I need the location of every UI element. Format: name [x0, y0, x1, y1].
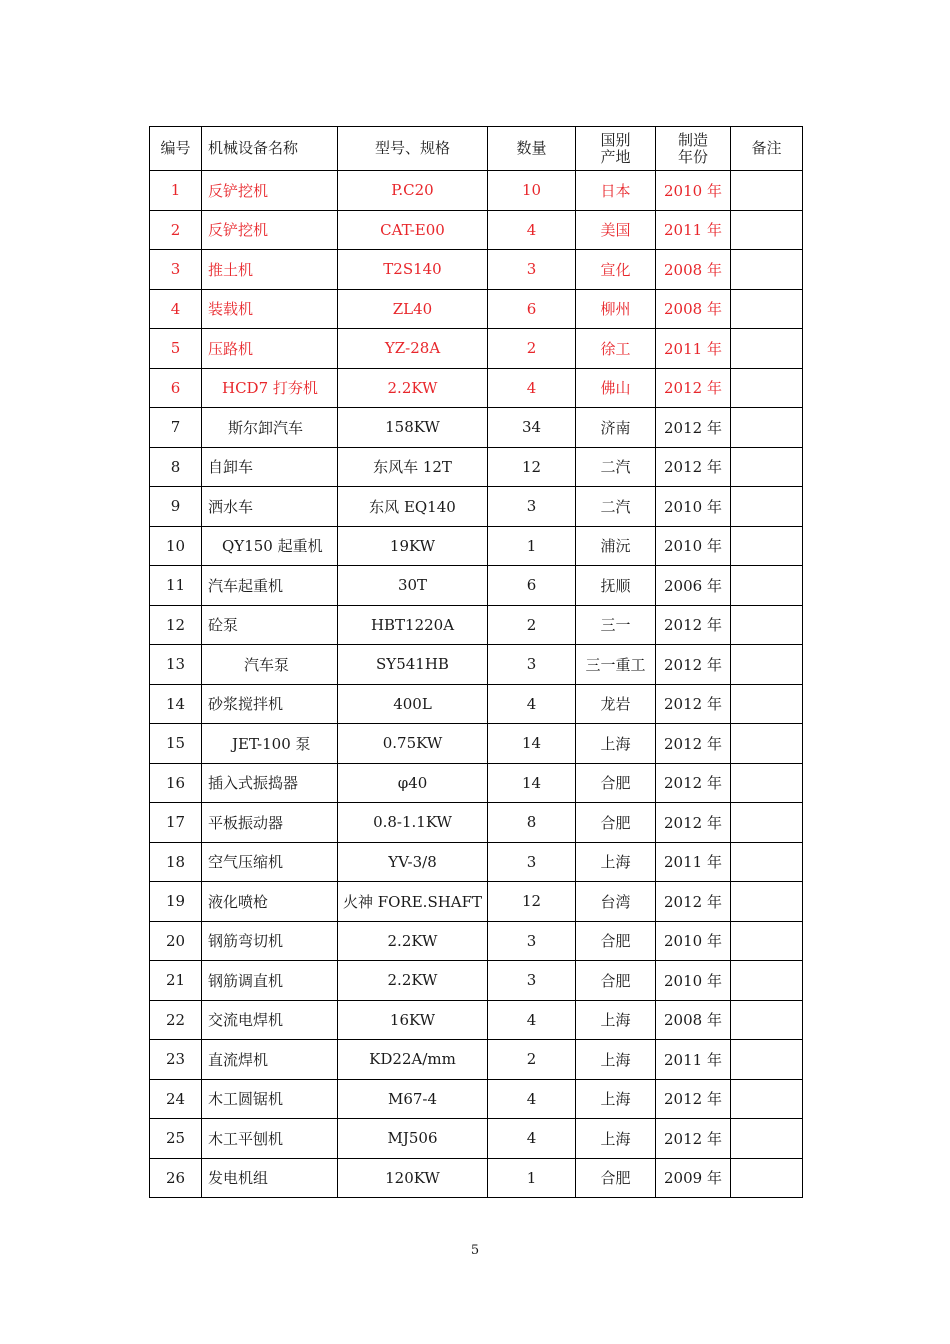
cell-remark	[731, 329, 803, 369]
cell-no: 11	[150, 566, 202, 606]
cell-no: 10	[150, 526, 202, 566]
cell-origin: 龙岩	[576, 684, 656, 724]
cell-remark	[731, 763, 803, 803]
cell-name: 直流焊机	[202, 1040, 338, 1080]
cell-name: 自卸车	[202, 447, 338, 487]
cell-qty: 34	[488, 408, 576, 448]
cell-qty: 8	[488, 803, 576, 843]
header-origin-line1: 国别	[600, 130, 631, 149]
cell-no: 23	[150, 1040, 202, 1080]
table-header	[150, 127, 803, 171]
cell-year: 2012 年	[656, 447, 731, 487]
cell-origin: 上海	[576, 1119, 656, 1159]
cell-model: 2.2KW	[338, 961, 488, 1001]
cell-origin: 合肥	[576, 803, 656, 843]
cell-name: 洒水车	[202, 487, 338, 527]
cell-no: 8	[150, 447, 202, 487]
cell-no: 19	[150, 882, 202, 922]
cell-year: 2010 年	[656, 171, 731, 211]
header-qty: 数量	[488, 127, 576, 171]
cell-remark	[731, 289, 803, 329]
cell-name: 液化喷枪	[202, 882, 338, 922]
cell-model: 东风 EQ140	[338, 487, 488, 527]
cell-origin: 三一重工	[576, 645, 656, 685]
table-row	[150, 210, 803, 250]
cell-year: 2012 年	[656, 1079, 731, 1119]
table-row	[150, 368, 803, 408]
cell-year: 2012 年	[656, 684, 731, 724]
table-row	[150, 1000, 803, 1040]
cell-year: 2012 年	[656, 763, 731, 803]
cell-origin: 上海	[576, 842, 656, 882]
cell-no: 6	[150, 368, 202, 408]
cell-name: 钢筋弯切机	[202, 921, 338, 961]
cell-name: 压路机	[202, 329, 338, 369]
cell-qty: 14	[488, 724, 576, 764]
cell-no: 12	[150, 605, 202, 645]
cell-model: 火神 FORE.SHAFT	[338, 882, 488, 922]
cell-name: JET-100 泵	[202, 724, 338, 764]
cell-year: 2012 年	[656, 368, 731, 408]
cell-remark	[731, 447, 803, 487]
header-remark: 备注	[731, 127, 803, 171]
cell-remark	[731, 566, 803, 606]
cell-remark	[731, 250, 803, 290]
cell-remark	[731, 724, 803, 764]
cell-no: 3	[150, 250, 202, 290]
cell-year: 2008 年	[656, 289, 731, 329]
cell-year: 2011 年	[656, 1040, 731, 1080]
cell-remark	[731, 803, 803, 843]
cell-qty: 1	[488, 526, 576, 566]
cell-qty: 4	[488, 1119, 576, 1159]
equipment-table	[149, 126, 803, 1198]
cell-model: MJ506	[338, 1119, 488, 1159]
table-row	[150, 1158, 803, 1198]
cell-qty: 6	[488, 566, 576, 606]
cell-name: 空气压缩机	[202, 842, 338, 882]
cell-no: 7	[150, 408, 202, 448]
header-no: 编号	[150, 127, 202, 171]
cell-no: 5	[150, 329, 202, 369]
cell-qty: 2	[488, 1040, 576, 1080]
cell-remark	[731, 1000, 803, 1040]
cell-remark	[731, 171, 803, 211]
cell-remark	[731, 368, 803, 408]
cell-qty: 12	[488, 882, 576, 922]
table-row	[150, 724, 803, 764]
cell-origin: 上海	[576, 1079, 656, 1119]
cell-name: 木工圆锯机	[202, 1079, 338, 1119]
cell-year: 2010 年	[656, 961, 731, 1001]
cell-origin: 徐工	[576, 329, 656, 369]
cell-origin: 二汽	[576, 487, 656, 527]
cell-model: 19KW	[338, 526, 488, 566]
cell-model: YZ-28A	[338, 329, 488, 369]
cell-qty: 12	[488, 447, 576, 487]
cell-qty: 2	[488, 329, 576, 369]
cell-qty: 1	[488, 1158, 576, 1198]
cell-remark	[731, 921, 803, 961]
cell-remark	[731, 526, 803, 566]
cell-model: 400L	[338, 684, 488, 724]
table-row	[150, 1040, 803, 1080]
cell-origin: 抚顺	[576, 566, 656, 606]
cell-no: 9	[150, 487, 202, 527]
cell-origin: 上海	[576, 1000, 656, 1040]
cell-remark	[731, 210, 803, 250]
cell-no: 14	[150, 684, 202, 724]
cell-qty: 3	[488, 842, 576, 882]
cell-name: 砼泵	[202, 605, 338, 645]
cell-model: 30T	[338, 566, 488, 606]
cell-qty: 14	[488, 763, 576, 803]
cell-name: QY150 起重机	[202, 526, 338, 566]
cell-no: 13	[150, 645, 202, 685]
cell-origin: 日本	[576, 171, 656, 211]
cell-no: 4	[150, 289, 202, 329]
cell-name: 汽车泵	[202, 645, 338, 685]
cell-remark	[731, 1119, 803, 1159]
cell-remark	[731, 1158, 803, 1198]
table-body	[150, 171, 803, 1198]
cell-qty: 2	[488, 605, 576, 645]
cell-name: 平板振动器	[202, 803, 338, 843]
cell-remark	[731, 645, 803, 685]
cell-model: T2S140	[338, 250, 488, 290]
cell-name: 发电机组	[202, 1158, 338, 1198]
cell-origin: 台湾	[576, 882, 656, 922]
cell-model: 16KW	[338, 1000, 488, 1040]
cell-qty: 4	[488, 1000, 576, 1040]
table-row	[150, 526, 803, 566]
cell-origin: 济南	[576, 408, 656, 448]
cell-qty: 10	[488, 171, 576, 211]
cell-remark	[731, 1079, 803, 1119]
table-row	[150, 1119, 803, 1159]
cell-model: HBT1220A	[338, 605, 488, 645]
cell-remark	[731, 961, 803, 1001]
header-year-line1: 制造	[677, 130, 708, 149]
cell-origin: 佛山	[576, 368, 656, 408]
cell-name: 斯尔卸汽车	[202, 408, 338, 448]
cell-remark	[731, 684, 803, 724]
cell-name: 插入式振捣器	[202, 763, 338, 803]
cell-remark	[731, 1040, 803, 1080]
cell-year: 2011 年	[656, 329, 731, 369]
cell-model: KD22A/mm	[338, 1040, 488, 1080]
cell-qty: 3	[488, 961, 576, 1001]
cell-remark	[731, 408, 803, 448]
cell-no: 16	[150, 763, 202, 803]
cell-year: 2012 年	[656, 724, 731, 764]
cell-origin: 合肥	[576, 961, 656, 1001]
table-row	[150, 566, 803, 606]
cell-no: 26	[150, 1158, 202, 1198]
cell-name: 汽车起重机	[202, 566, 338, 606]
cell-name: 装载机	[202, 289, 338, 329]
cell-name: HCD7 打夯机	[202, 368, 338, 408]
header-year	[656, 127, 731, 171]
cell-origin: 上海	[576, 1040, 656, 1080]
table-row	[150, 171, 803, 211]
table-row	[150, 408, 803, 448]
cell-no: 25	[150, 1119, 202, 1159]
cell-model: CAT-E00	[338, 210, 488, 250]
cell-origin: 三一	[576, 605, 656, 645]
cell-origin: 柳州	[576, 289, 656, 329]
header-row	[150, 127, 803, 171]
cell-remark	[731, 487, 803, 527]
cell-remark	[731, 882, 803, 922]
cell-remark	[731, 605, 803, 645]
cell-model: ZL40	[338, 289, 488, 329]
cell-qty: 4	[488, 684, 576, 724]
cell-year: 2012 年	[656, 1119, 731, 1159]
table-row	[150, 487, 803, 527]
cell-name: 反铲挖机	[202, 210, 338, 250]
cell-origin: 合肥	[576, 921, 656, 961]
cell-qty: 4	[488, 210, 576, 250]
header-origin	[576, 127, 656, 171]
table-row	[150, 250, 803, 290]
cell-year: 2012 年	[656, 803, 731, 843]
cell-year: 2012 年	[656, 645, 731, 685]
header-origin-line2: 产地	[600, 147, 631, 166]
header-name: 机械设备名称	[202, 127, 338, 171]
cell-origin: 合肥	[576, 1158, 656, 1198]
cell-no: 17	[150, 803, 202, 843]
cell-qty: 3	[488, 487, 576, 527]
cell-model: 0.8-1.1KW	[338, 803, 488, 843]
cell-name: 交流电焊机	[202, 1000, 338, 1040]
cell-origin: 美国	[576, 210, 656, 250]
cell-year: 2011 年	[656, 842, 731, 882]
cell-model: 东风车 12T	[338, 447, 488, 487]
table-row	[150, 605, 803, 645]
cell-year: 2012 年	[656, 408, 731, 448]
table-row	[150, 921, 803, 961]
table-row	[150, 803, 803, 843]
cell-qty: 4	[488, 1079, 576, 1119]
cell-year: 2008 年	[656, 1000, 731, 1040]
cell-year: 2009 年	[656, 1158, 731, 1198]
cell-year: 2010 年	[656, 921, 731, 961]
cell-model: M67-4	[338, 1079, 488, 1119]
cell-origin: 合肥	[576, 763, 656, 803]
cell-name: 砂浆搅拌机	[202, 684, 338, 724]
cell-no: 20	[150, 921, 202, 961]
cell-qty: 6	[488, 289, 576, 329]
table-row	[150, 882, 803, 922]
table-row	[150, 961, 803, 1001]
cell-no: 21	[150, 961, 202, 1001]
cell-remark	[731, 842, 803, 882]
cell-year: 2011 年	[656, 210, 731, 250]
header-model: 型号、规格	[338, 127, 488, 171]
cell-model: 0.75KW	[338, 724, 488, 764]
cell-name: 钢筋调直机	[202, 961, 338, 1001]
cell-model: 120KW	[338, 1158, 488, 1198]
cell-model: φ40	[338, 763, 488, 803]
cell-origin: 宣化	[576, 250, 656, 290]
cell-name: 反铲挖机	[202, 171, 338, 211]
cell-origin: 浦沅	[576, 526, 656, 566]
cell-qty: 3	[488, 250, 576, 290]
cell-no: 1	[150, 171, 202, 211]
cell-qty: 3	[488, 645, 576, 685]
cell-model: 2.2KW	[338, 368, 488, 408]
cell-no: 15	[150, 724, 202, 764]
cell-no: 18	[150, 842, 202, 882]
table-row	[150, 447, 803, 487]
table-row	[150, 329, 803, 369]
cell-qty: 4	[488, 368, 576, 408]
cell-origin: 上海	[576, 724, 656, 764]
page-number: 5	[470, 1243, 480, 1258]
table-row	[150, 289, 803, 329]
table-row	[150, 684, 803, 724]
cell-model: YV-3/8	[338, 842, 488, 882]
cell-name: 推土机	[202, 250, 338, 290]
cell-no: 2	[150, 210, 202, 250]
cell-no: 22	[150, 1000, 202, 1040]
table-row	[150, 763, 803, 803]
cell-origin: 二汽	[576, 447, 656, 487]
table-row	[150, 1079, 803, 1119]
cell-model: SY541HB	[338, 645, 488, 685]
cell-year: 2012 年	[656, 605, 731, 645]
table-row	[150, 842, 803, 882]
cell-model: 2.2KW	[338, 921, 488, 961]
cell-year: 2010 年	[656, 487, 731, 527]
cell-qty: 3	[488, 921, 576, 961]
cell-year: 2012 年	[656, 882, 731, 922]
table-row	[150, 645, 803, 685]
cell-year: 2008 年	[656, 250, 731, 290]
cell-name: 木工平刨机	[202, 1119, 338, 1159]
cell-year: 2006 年	[656, 566, 731, 606]
cell-model: 158KW	[338, 408, 488, 448]
header-year-line2: 年份	[677, 147, 708, 166]
cell-no: 24	[150, 1079, 202, 1119]
cell-year: 2010 年	[656, 526, 731, 566]
cell-model: P.C20	[338, 171, 488, 211]
